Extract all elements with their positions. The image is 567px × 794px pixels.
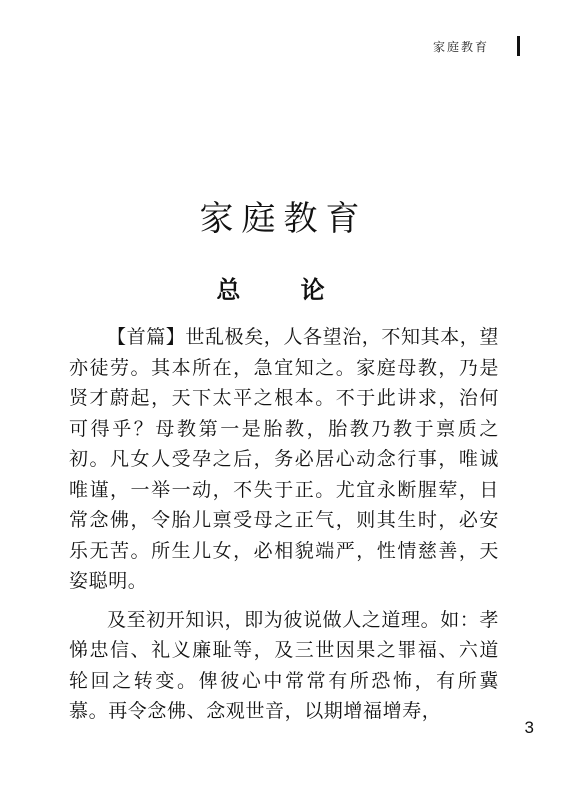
chapter-title: 家庭教育 — [199, 198, 368, 239]
paragraph: 【首篇】世乱极矣，人各望治，不知其本，望亦徒劳。其本所在，急宜知之。家庭母教，乃是贤才蔚起，天下太平之根本。不于此讲求，治何可得乎？母教第一是胎教，胎教乃教于禀质之初。凡女人受孕之后，务必居心动念行事，唯诚唯谨，一举一动，不失于正。尤宜永断腥荤，日常念佛，令胎儿禀受母之正气，则其生时，必安乐无苦。所生儿女，必相貌端严，性情慈善，天姿聪明。 — [69, 326, 500, 592]
body-text — [69, 322, 499, 727]
running-header: 家庭教育 — [432, 40, 489, 54]
page-number: 3 — [524, 718, 534, 737]
section-title: 总 论 — [216, 274, 351, 304]
header-bar — [517, 36, 520, 56]
paragraph: 及至初开知识，即为彼说做人之道理。如：孝悌忠信、礼义廉耻等，及三世因果之罪福、六道轮回之转变。俾彼心中常常有所恐怖，有所冀慕。再令念佛、念观世音，以期增福增寿， — [69, 608, 500, 722]
